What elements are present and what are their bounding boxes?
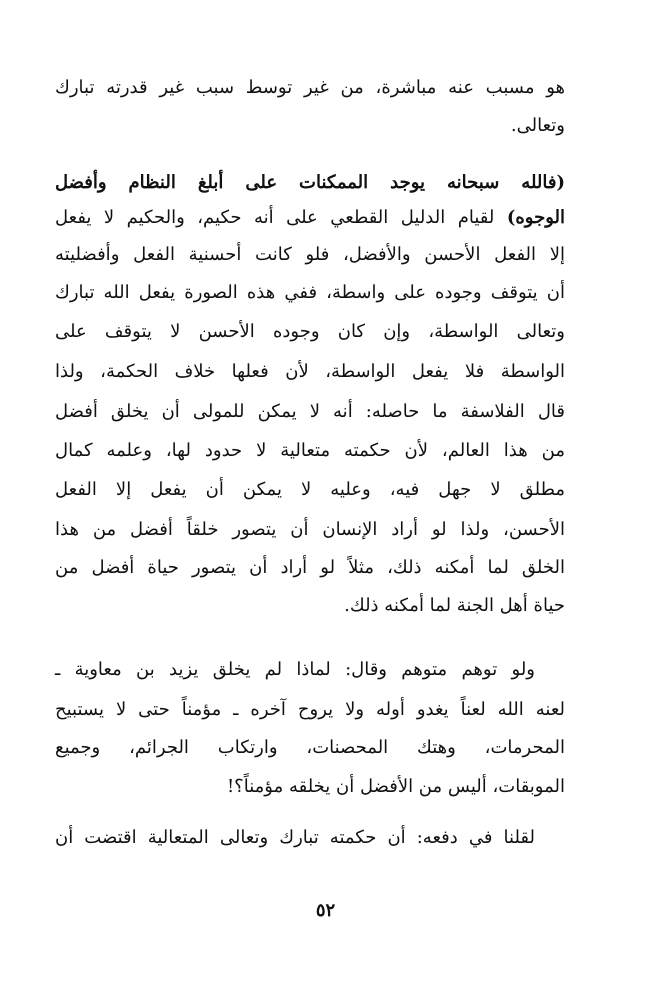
bold-heading-line: (فالله سبحانه يوجد الممكنات على أبلغ النظام وأفضل [55, 172, 565, 193]
page-number: ٥٢ [315, 900, 336, 921]
text-line: الأحسن، ولذا لو أراد الإنسان أن يتصور خلقاً أفضل من هذا [55, 519, 565, 540]
text-span: لقيام الدليل القطعي على أنه حكيم، والحكيم لا يفعل [55, 207, 495, 228]
bold-term: الوجوه) [506, 207, 565, 228]
text-line: المحرمات، وهتك المحصنات، وارتكاب الجرائم، وجميع [55, 737, 565, 758]
text-line: حياة أهل الجنة لما أمكنه ذلك. [344, 595, 565, 616]
text-line: أن يتوقف وجوده على واسطة، ففي هذه الصورة يفعل الله تبارك [55, 282, 565, 303]
text-line: وتعالى. [510, 115, 565, 136]
text-line [55, 199, 565, 237]
text-line: لعنه الله لعناً يغدو أوله ولا يروح آخره ـ مؤمناً حتى لا يستبيح [55, 699, 565, 720]
text-line: مطلق لا جهل فيه، وعليه لا يمكن أن يفعل إلا الفعل [55, 479, 565, 500]
text-line: إلا الفعل الأحسن والأفضل، فلو كانت أحسنية الفعل وأفضليته [55, 244, 565, 265]
text-line: قال الفلاسفة ما حاصله: أنه لا يمكن للمولى أن يخلق أفضل [55, 401, 565, 422]
text-line: هو مسبب عنه مباشرة، من غير توسط سبب غير قدرته تبارك [55, 77, 565, 98]
text-line: الخلق لما أمكنه ذلك، مثلاً لو أراد أن يتصور حياة أفضل من [55, 557, 566, 578]
text-line: من هذا العالم، لأن حكمته متعالية لا حدود لها، وعلمه كمال [55, 440, 565, 461]
text-line: لقلنا في دفعه: أن حكمته تبارك وتعالى المتعالية اقتضت أن [55, 827, 535, 848]
text-line: ولو توهم متوهم وقال: لماذا لم يخلق يزيد بن معاوية ـ [55, 659, 535, 680]
text-line: الموبقات، أليس من الأفضل أن يخلقه مؤمناً؟! [226, 776, 565, 797]
text-line: وتعالى الواسطة، وإن كان وجوده الأحسن لا يتوقف على [55, 321, 565, 342]
text-line: الواسطة فلا يفعل الواسطة، لأن فعلها خلاف الحكمة، ولذا [55, 361, 565, 382]
